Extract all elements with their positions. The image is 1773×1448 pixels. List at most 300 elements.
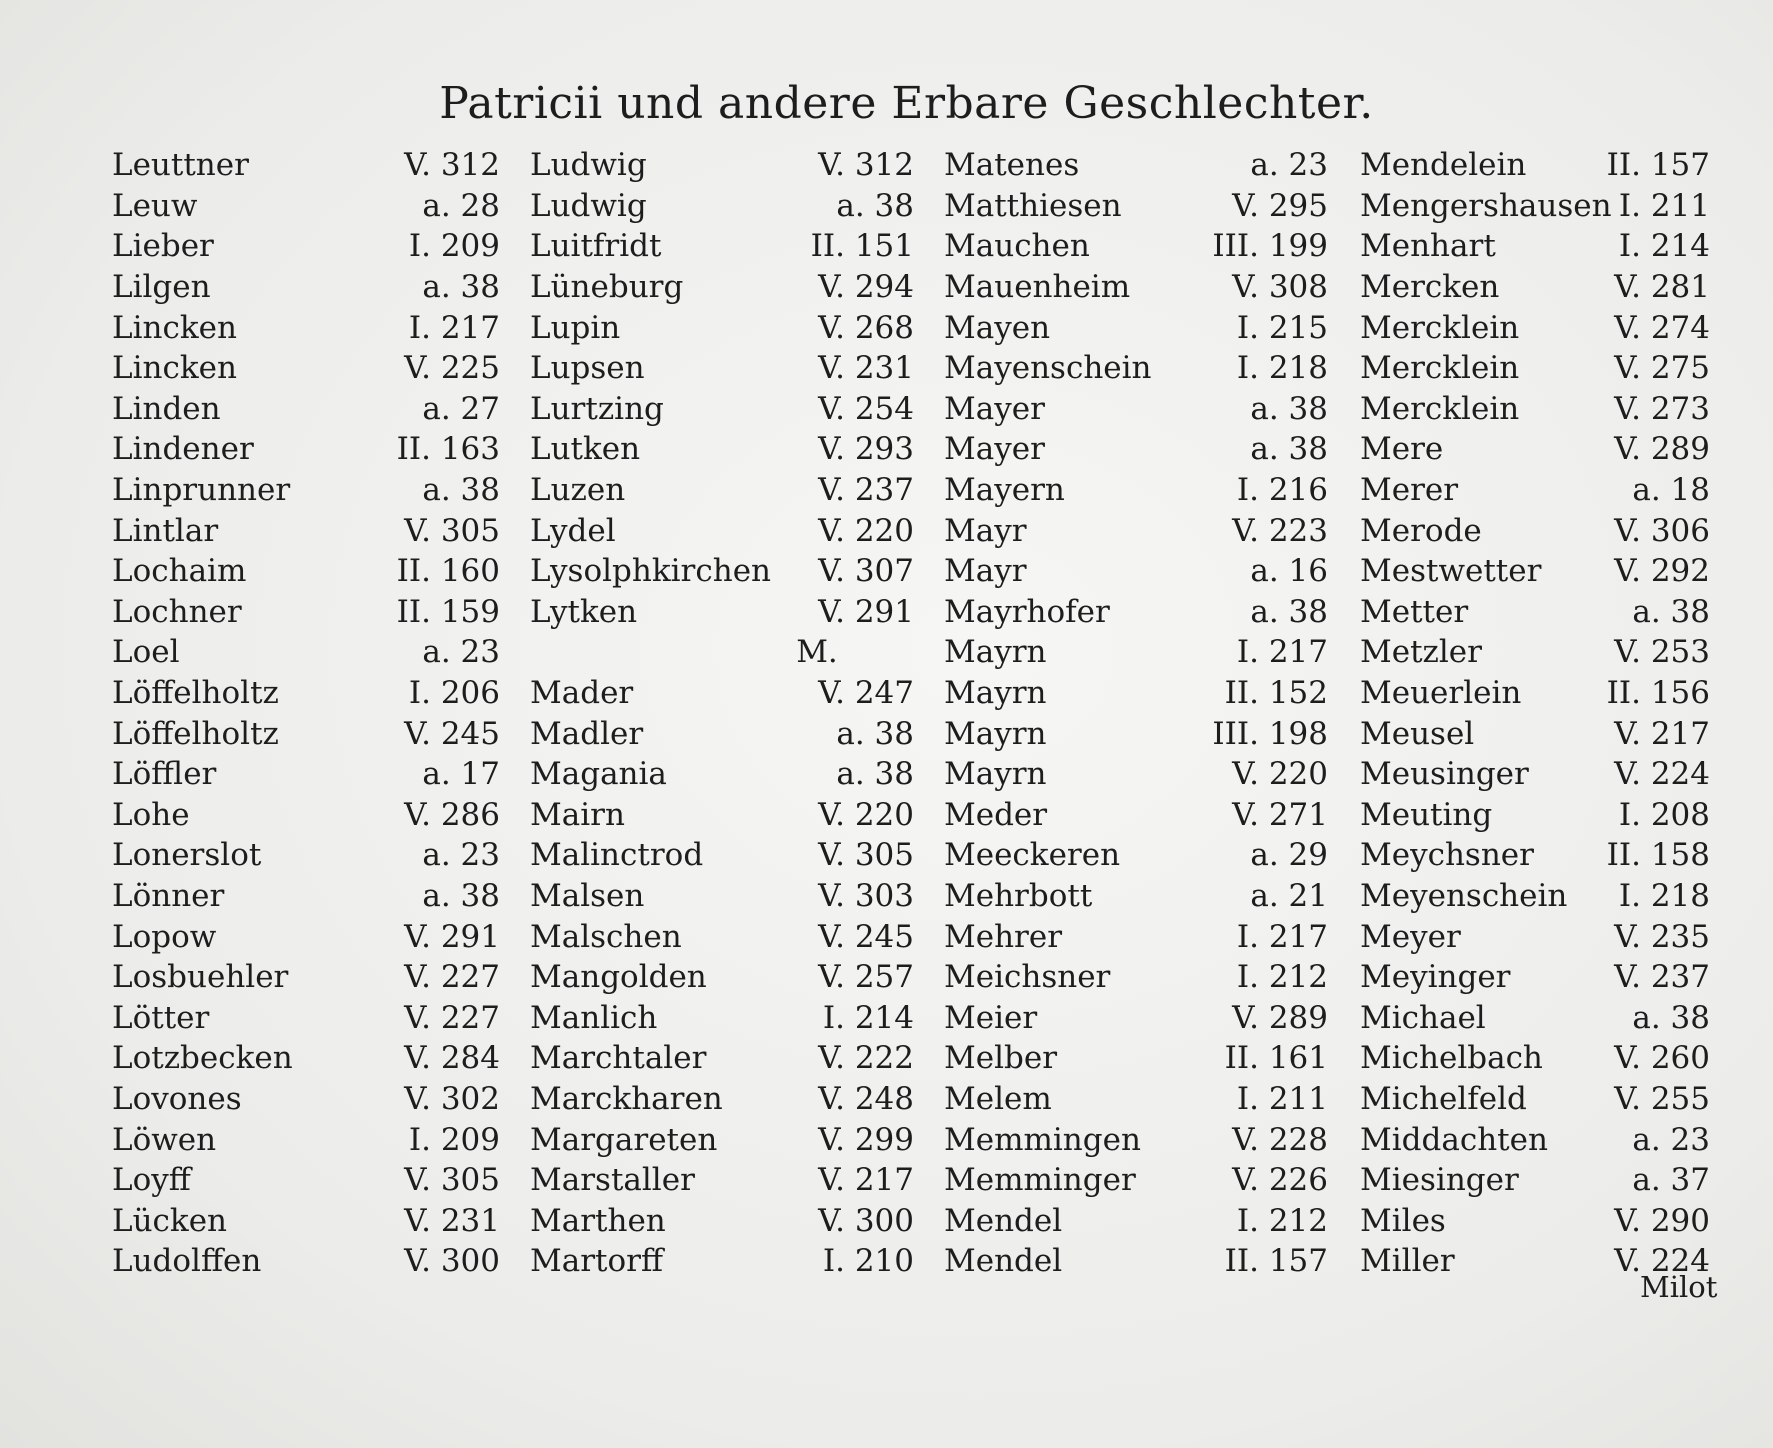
index-entry: [1360, 470, 1710, 511]
index-entry: [1360, 835, 1710, 876]
index-column-1: [112, 145, 500, 1282]
entry-name: Mercklein: [1360, 309, 1520, 346]
entry-reference: a. 21: [1250, 877, 1328, 914]
entry-name: Ludwig: [530, 147, 647, 184]
entry-reference: V. 224: [1614, 756, 1710, 793]
entry-name: Memminger: [944, 1162, 1136, 1199]
index-entry: [944, 1038, 1328, 1079]
entry-name: Mayrhofer: [944, 593, 1110, 630]
index-column-3: [944, 145, 1328, 1282]
index-entry: [944, 592, 1328, 633]
entry-reference: V. 235: [1614, 918, 1710, 955]
entry-name: Mendelein: [1360, 147, 1527, 184]
index-entry: [530, 997, 914, 1038]
entry-name: Mauchen: [944, 228, 1090, 265]
entry-name: Mayr: [944, 512, 1027, 549]
index-entry: [944, 1160, 1328, 1201]
index-entry: [1360, 673, 1710, 714]
entry-reference: V. 303: [818, 877, 914, 914]
entry-reference: II. 151: [810, 228, 914, 265]
entry-name: Meeckeren: [944, 837, 1121, 874]
index-entry: [112, 389, 500, 430]
entry-reference: V. 312: [818, 147, 914, 184]
entry-reference: I. 206: [408, 675, 500, 712]
index-entry: [112, 510, 500, 551]
index-entry: [112, 186, 500, 227]
catchword: Milot: [1640, 1270, 1718, 1304]
entry-name: Meusinger: [1360, 756, 1529, 793]
index-entry: [1360, 1119, 1710, 1160]
entry-reference: I. 211: [1236, 1080, 1328, 1117]
entry-reference: V. 302: [404, 1080, 500, 1117]
entry-name: Malinctrod: [530, 837, 704, 874]
entry-reference: V. 248: [818, 1080, 914, 1117]
entry-reference: II. 157: [1224, 1243, 1328, 1280]
entry-reference: V. 307: [818, 553, 914, 590]
entry-name: Ludwig: [530, 187, 647, 224]
entry-name: Losbuehler: [112, 959, 289, 996]
entry-name: Mendel: [944, 1202, 1063, 1239]
entry-reference: a. 38: [1632, 593, 1710, 630]
entry-name: Meyenschein: [1360, 877, 1568, 914]
entry-reference: I. 208: [1618, 796, 1710, 833]
index-entry: [944, 1079, 1328, 1120]
index-entry: [944, 835, 1328, 876]
entry-reference: II. 156: [1606, 675, 1710, 712]
entry-name: Lieber: [112, 228, 214, 265]
index-entry: [1360, 632, 1710, 673]
entry-name: Menhart: [1360, 228, 1496, 265]
entry-reference: V. 295: [1232, 187, 1328, 224]
entry-name: Lilgen: [112, 269, 211, 306]
index-entry: [112, 429, 500, 470]
entry-name: Miller: [1360, 1243, 1455, 1280]
entry-reference: II. 161: [1224, 1040, 1328, 1077]
entry-name: Metzler: [1360, 634, 1482, 671]
index-entry: [1360, 551, 1710, 592]
entry-reference: V. 312: [404, 147, 500, 184]
entry-name: Marckharen: [530, 1080, 723, 1117]
entry-reference: a. 23: [1250, 147, 1328, 184]
index-column-2: [530, 145, 914, 1282]
entry-name: Meichsner: [944, 959, 1111, 996]
entry-name: Meier: [944, 999, 1038, 1036]
entry-name: Michael: [1360, 999, 1486, 1036]
entry-name: Lysolphkirchen: [530, 553, 772, 590]
entry-reference: V. 281: [1614, 269, 1710, 306]
entry-name: Mehrbott: [944, 877, 1093, 914]
entry-reference: V. 226: [1232, 1162, 1328, 1199]
entry-reference: I. 217: [1236, 634, 1328, 671]
entry-reference: V. 305: [404, 1162, 500, 1199]
index-entry: [530, 754, 914, 795]
entry-name: Meuting: [1360, 796, 1493, 833]
index-entry: [112, 470, 500, 511]
entry-reference: V. 231: [818, 350, 914, 387]
entry-name: Merode: [1360, 512, 1482, 549]
entry-name: Lötter: [112, 999, 210, 1036]
entry-name: Mayer: [944, 431, 1045, 468]
entry-name: Linden: [112, 390, 221, 427]
index-entry: [530, 1079, 914, 1120]
entry-name: Melber: [944, 1040, 1058, 1077]
index-entry: [944, 1119, 1328, 1160]
index-entry: [530, 673, 914, 714]
entry-name: Magania: [530, 756, 667, 793]
entry-name: Lonerslot: [112, 837, 262, 874]
index-entry: [1360, 226, 1710, 267]
entry-name: Manlich: [530, 999, 658, 1036]
index-entry: [944, 632, 1328, 673]
index-column-4: [1360, 145, 1710, 1282]
index-entry: [530, 592, 914, 633]
entry-reference: V. 222: [818, 1040, 914, 1077]
index-entry: [112, 1079, 500, 1120]
index-entry: [530, 916, 914, 957]
entry-reference: V. 293: [818, 431, 914, 468]
entry-reference: a. 17: [422, 756, 500, 793]
entry-reference: V. 275: [1614, 350, 1710, 387]
letter-heading: [530, 632, 914, 673]
index-entry: [1360, 997, 1710, 1038]
entry-reference: V. 291: [818, 593, 914, 630]
entry-reference: V. 254: [818, 390, 914, 427]
index-entry: [112, 632, 500, 673]
entry-reference: I. 210: [822, 1243, 914, 1280]
index-entry: [944, 389, 1328, 430]
entry-reference: V. 217: [1614, 715, 1710, 752]
entry-name: Löffelholtz: [112, 675, 279, 712]
index-entry: [112, 916, 500, 957]
index-entry: [530, 876, 914, 917]
entry-name: Merer: [1360, 472, 1459, 509]
index-entry: [530, 957, 914, 998]
entry-name: Lydel: [530, 512, 616, 549]
index-entry: [944, 916, 1328, 957]
entry-name: Margareten: [530, 1121, 718, 1158]
entry-name: Luzen: [530, 472, 626, 509]
entry-name: Mercklein: [1360, 390, 1520, 427]
entry-name: Löffelholtz: [112, 715, 279, 752]
index-entry: [1360, 267, 1710, 308]
index-entry: [1360, 145, 1710, 186]
index-entry: [944, 1200, 1328, 1241]
entry-name: Lochaim: [112, 553, 247, 590]
entry-reference: V. 305: [818, 837, 914, 874]
index-entry: [112, 1119, 500, 1160]
index-entry: [530, 186, 914, 227]
entry-name: Michelfeld: [1360, 1080, 1527, 1117]
entry-name: Luitfridt: [530, 228, 662, 265]
entry-name: Lutken: [530, 431, 641, 468]
entry-name: Meusel: [1360, 715, 1475, 752]
entry-name: Mayenschein: [944, 350, 1152, 387]
entry-name: Löwen: [112, 1121, 217, 1158]
entry-reference: V. 300: [404, 1243, 500, 1280]
index-entry: [530, 1241, 914, 1282]
entry-reference: V. 305: [404, 512, 500, 549]
index-entry: [1360, 1079, 1710, 1120]
entry-reference: V. 247: [818, 675, 914, 712]
entry-reference: I. 218: [1618, 877, 1710, 914]
entry-name: Mercken: [1360, 269, 1500, 306]
index-entry: [530, 551, 914, 592]
index-entry: [1360, 713, 1710, 754]
entry-name: Lohe: [112, 796, 190, 833]
letter-heading-text: M.: [796, 634, 838, 671]
entry-reference: V. 289: [1614, 431, 1710, 468]
entry-name: Lochner: [112, 593, 242, 630]
entry-name: Malschen: [530, 918, 682, 955]
entry-reference: a. 23: [422, 634, 500, 671]
index-entry: [530, 307, 914, 348]
entry-reference: V. 245: [818, 918, 914, 955]
index-entry: [530, 795, 914, 836]
entry-reference: V. 273: [1614, 390, 1710, 427]
entry-reference: V. 306: [1614, 512, 1710, 549]
index-entry: [112, 876, 500, 917]
entry-name: Malsen: [530, 877, 645, 914]
entry-reference: V. 292: [1614, 553, 1710, 590]
entry-reference: a. 38: [422, 472, 500, 509]
entry-reference: a. 16: [1250, 553, 1328, 590]
entry-name: Lupsen: [530, 350, 645, 387]
index-entry: [530, 226, 914, 267]
entry-name: Lücken: [112, 1202, 228, 1239]
entry-reference: V. 253: [1614, 634, 1710, 671]
index-entry: [944, 348, 1328, 389]
index-entry: [1360, 754, 1710, 795]
entry-reference: V. 291: [404, 918, 500, 955]
index-entry: [112, 267, 500, 308]
index-entry: [112, 1160, 500, 1201]
entry-reference: V. 225: [404, 350, 500, 387]
entry-reference: V. 228: [1232, 1121, 1328, 1158]
entry-reference: V. 217: [818, 1162, 914, 1199]
index-entry: [530, 1119, 914, 1160]
entry-reference: I. 214: [822, 999, 914, 1036]
entry-reference: V. 231: [404, 1202, 500, 1239]
entry-reference: I. 212: [1236, 959, 1328, 996]
entry-reference: a. 38: [422, 877, 500, 914]
entry-reference: a. 38: [1250, 593, 1328, 630]
entry-name: Lovones: [112, 1080, 242, 1117]
index-entry: [1360, 916, 1710, 957]
entry-name: Meyer: [1360, 918, 1461, 955]
entry-name: Marthen: [530, 1202, 666, 1239]
index-entry: [112, 226, 500, 267]
entry-name: Lurtzing: [530, 390, 664, 427]
index-entry: [1360, 795, 1710, 836]
entry-reference: V. 223: [1232, 512, 1328, 549]
index-entry: [530, 1160, 914, 1201]
entry-reference: V. 286: [404, 796, 500, 833]
entry-reference: V. 300: [818, 1202, 914, 1239]
entry-name: Lindener: [112, 431, 254, 468]
entry-reference: V. 260: [1614, 1040, 1710, 1077]
entry-name: Ludolffen: [112, 1243, 262, 1280]
entry-reference: a. 27: [422, 390, 500, 427]
index-entry: [1360, 307, 1710, 348]
entry-reference: I. 211: [1618, 187, 1710, 224]
entry-name: Metter: [1360, 593, 1469, 630]
entry-reference: a. 23: [1632, 1121, 1710, 1158]
entry-name: Melem: [944, 1080, 1052, 1117]
entry-reference: a. 38: [836, 715, 914, 752]
entry-reference: a. 23: [422, 837, 500, 874]
entry-name: Marstaller: [530, 1162, 695, 1199]
entry-reference: a. 38: [836, 187, 914, 224]
index-entry: [112, 835, 500, 876]
entry-reference: I. 215: [1236, 309, 1328, 346]
entry-name: Mengershausen: [1360, 187, 1612, 224]
index-entry: [1360, 510, 1710, 551]
entry-reference: V. 274: [1614, 309, 1710, 346]
entry-name: Mayrn: [944, 756, 1047, 793]
index-entry: [1360, 1160, 1710, 1201]
index-entry: [944, 876, 1328, 917]
entry-reference: I. 217: [408, 309, 500, 346]
index-entry: [1360, 348, 1710, 389]
index-entry: [112, 1038, 500, 1079]
index-entry: [944, 957, 1328, 998]
index-entry: [944, 754, 1328, 795]
entry-name: Mayen: [944, 309, 1051, 346]
entry-reference: a. 28: [422, 187, 500, 224]
index-entry: [944, 267, 1328, 308]
entry-reference: I. 218: [1236, 350, 1328, 387]
index-entry: [1360, 876, 1710, 917]
entry-reference: V. 271: [1232, 796, 1328, 833]
index-entry: [530, 713, 914, 754]
index-entry: [112, 348, 500, 389]
entry-reference: V. 290: [1614, 1202, 1710, 1239]
entry-name: Meychsner: [1360, 837, 1534, 874]
index-entry: [944, 1241, 1328, 1282]
index-entry: [112, 754, 500, 795]
entry-reference: I. 214: [1618, 228, 1710, 265]
entry-reference: a. 38: [1632, 999, 1710, 1036]
entry-name: Mayrn: [944, 634, 1047, 671]
entry-reference: V. 255: [1614, 1080, 1710, 1117]
index-entry: [112, 795, 500, 836]
entry-reference: V. 237: [1614, 959, 1710, 996]
index-entry: [944, 510, 1328, 551]
entry-name: Lintlar: [112, 512, 219, 549]
entry-name: Loel: [112, 634, 180, 671]
index-entry: [112, 592, 500, 633]
entry-name: Lupin: [530, 309, 621, 346]
entry-reference: V. 294: [818, 269, 914, 306]
index-entry: [1360, 389, 1710, 430]
entry-name: Michelbach: [1360, 1040, 1543, 1077]
entry-reference: I. 209: [408, 1121, 500, 1158]
entry-name: Middachten: [1360, 1121, 1548, 1158]
index-entry: [112, 1200, 500, 1241]
index-entry: [112, 145, 500, 186]
entry-reference: V. 227: [404, 999, 500, 1036]
entry-reference: a. 38: [1250, 390, 1328, 427]
entry-name: Mayrn: [944, 715, 1047, 752]
index-entry: [944, 713, 1328, 754]
entry-reference: V. 257: [818, 959, 914, 996]
index-entry: [530, 470, 914, 511]
entry-name: Löffler: [112, 756, 217, 793]
index-entry: [944, 307, 1328, 348]
entry-reference: a. 18: [1632, 472, 1710, 509]
entry-reference: V. 268: [818, 309, 914, 346]
entry-name: Madler: [530, 715, 644, 752]
entry-reference: I. 216: [1236, 472, 1328, 509]
entry-reference: a. 29: [1250, 837, 1328, 874]
page-title: Patricii und andere Erbare Geschlechter.: [439, 78, 1374, 129]
index-entry: [112, 551, 500, 592]
entry-name: Lincken: [112, 350, 237, 387]
entry-name: Mehrer: [944, 918, 1063, 955]
entry-reference: III. 199: [1212, 228, 1328, 265]
entry-name: Lincken: [112, 309, 237, 346]
entry-name: Mayern: [944, 472, 1065, 509]
index-columns: [112, 145, 1710, 1282]
entry-name: Loyff: [112, 1162, 191, 1199]
index-entry: [530, 267, 914, 308]
index-entry: [112, 1241, 500, 1282]
entry-reference: V. 224: [1614, 1243, 1710, 1280]
entry-name: Mercklein: [1360, 350, 1520, 387]
entry-reference: a. 38: [422, 269, 500, 306]
entry-name: Mestwetter: [1360, 553, 1542, 590]
entry-name: Mairn: [530, 796, 625, 833]
index-entry: [530, 835, 914, 876]
index-entry: [112, 997, 500, 1038]
entry-reference: V. 245: [404, 715, 500, 752]
index-entry: [1360, 1200, 1710, 1241]
entry-name: Lytken: [530, 593, 638, 630]
entry-reference: V. 308: [1232, 269, 1328, 306]
entry-name: Mangolden: [530, 959, 707, 996]
entry-name: Linprunner: [112, 472, 291, 509]
index-entry: [530, 429, 914, 470]
index-entry: [530, 1038, 914, 1079]
entry-reference: I. 209: [408, 228, 500, 265]
index-entry: [530, 348, 914, 389]
index-entry: [530, 1200, 914, 1241]
entry-name: Memmingen: [944, 1121, 1141, 1158]
entry-name: Mere: [1360, 431, 1444, 468]
entry-reference: V. 237: [818, 472, 914, 509]
entry-name: Matthiesen: [944, 187, 1122, 224]
entry-name: Mendel: [944, 1243, 1063, 1280]
index-entry: [944, 551, 1328, 592]
index-entry: [944, 795, 1328, 836]
entry-reference: V. 284: [404, 1040, 500, 1077]
index-entry: [944, 186, 1328, 227]
index-entry: [112, 307, 500, 348]
entry-reference: II. 152: [1224, 675, 1328, 712]
index-entry: [1360, 186, 1710, 227]
index-entry: [944, 673, 1328, 714]
entry-name: Leuttner: [112, 147, 249, 184]
index-entry: [1360, 592, 1710, 633]
entry-reference: V. 227: [404, 959, 500, 996]
entry-name: Miesinger: [1360, 1162, 1519, 1199]
entry-name: Lopow: [112, 918, 217, 955]
entry-reference: a. 38: [1250, 431, 1328, 468]
index-entry: [1360, 957, 1710, 998]
entry-name: Meder: [944, 796, 1048, 833]
index-entry: [944, 470, 1328, 511]
index-entry: [530, 510, 914, 551]
